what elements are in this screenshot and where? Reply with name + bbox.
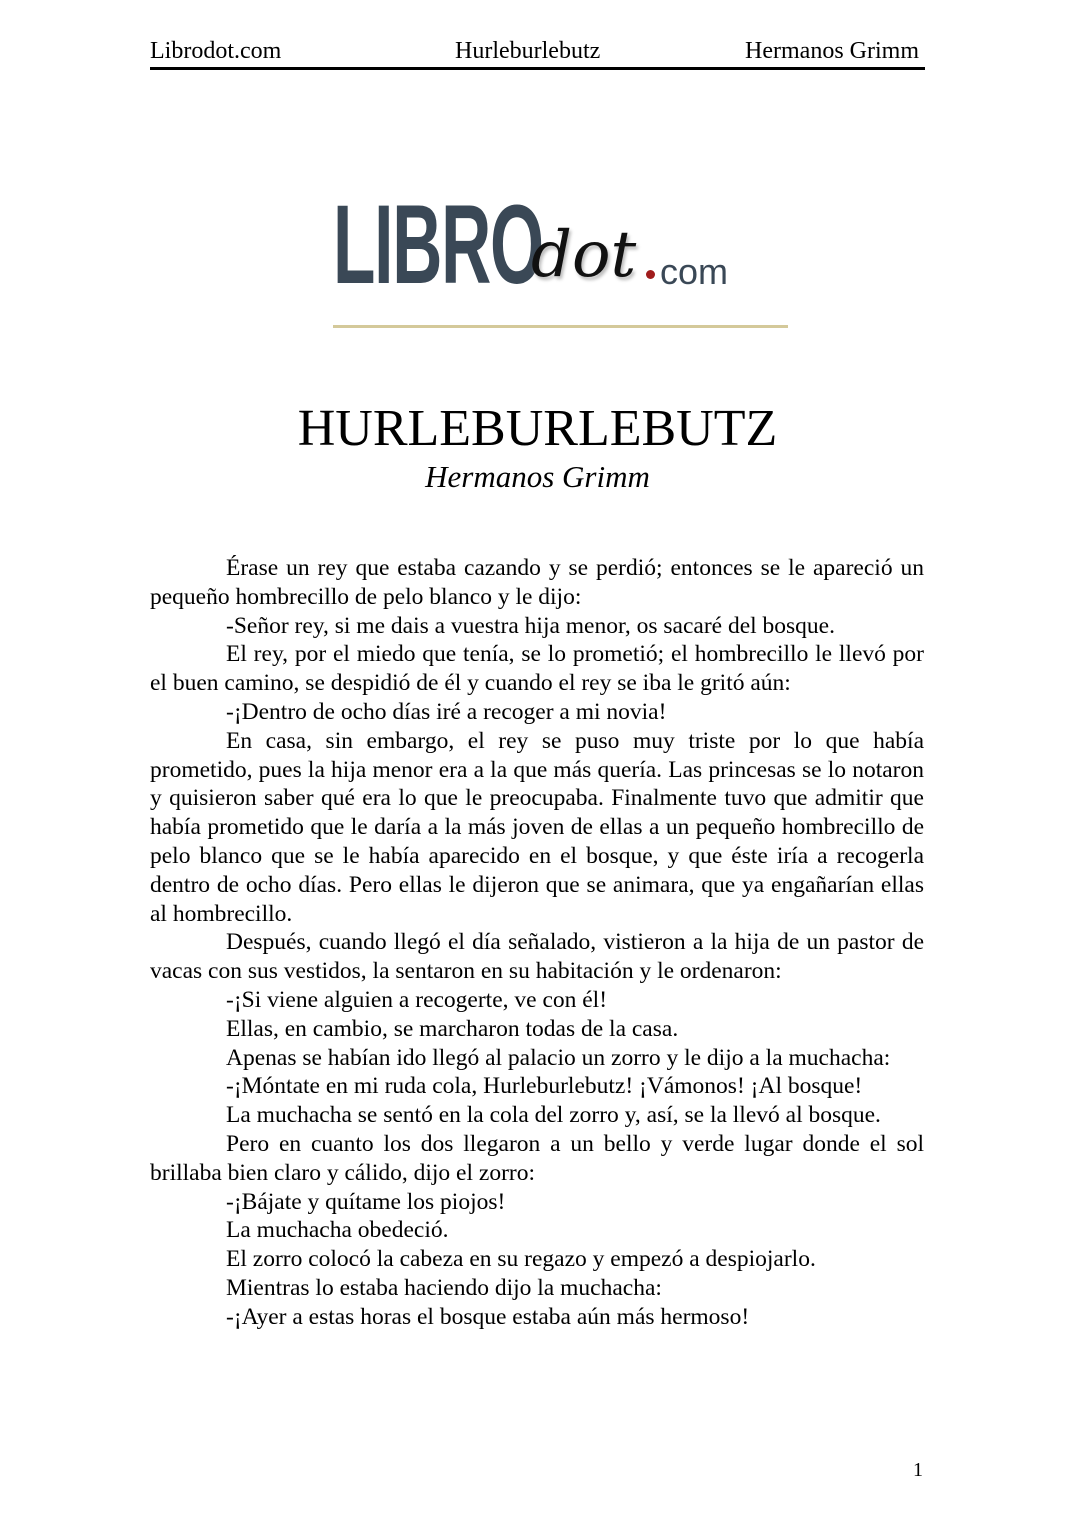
header-author: Hermanos Grimm (745, 38, 919, 64)
header-divider (150, 67, 925, 70)
paragraph: La muchacha se sentó en la cola del zorro y, así, se la llevó al bosque. (226, 1102, 881, 1129)
logo-red-dot-icon (646, 270, 655, 279)
header-story-title: Hurleburlebutz (455, 38, 601, 64)
paragraph: En casa, sin embargo, el rey se puso muy triste por lo que había prometido, pues la hija menor era a la que más quería. Las princesas se lo notaron y quisieron saber qué era lo que le preocupaba. Finalmente tuvo que admitir que había prometido que le daría a la más joven de ellas a un pequeño hombrecillo de pelo blanco que se le había aparecido en el bosque, y que éste iría a recogerla dentro de ocho días. Pero ellas le dijeron que se animara, que ya engañarían ellas al hombrecillo. (150, 727, 924, 927)
story-author: Hermanos Grimm (425, 459, 650, 494)
paragraph: Apenas se habían ido llegó al palacio un zorro y le dijo a la muchacha: (226, 1044, 891, 1071)
paragraph: -¡Si viene alguien a recogerte, ve con él! (226, 986, 608, 1013)
paragraph: El rey, por el miedo que tenía, se lo prometió; el hombrecillo le llevó por el buen camino, se despidió de él y cuando el rey se iba le gritó aún: (150, 641, 924, 697)
page-number: 1 (913, 1459, 923, 1481)
paragraph: -¡Bájate y quítame los piojos! (226, 1188, 506, 1215)
librodot-logo (333, 182, 788, 335)
paragraph: -¡Móntate en mi ruda cola, Hurleburlebutz! ¡Vámonos! ¡Al bosque! (226, 1073, 863, 1100)
paragraph: -¡Ayer a estas horas el bosque estaba aún más hermoso! (226, 1303, 750, 1330)
paragraph: Mientras lo estaba haciendo dijo la muchacha: (226, 1274, 662, 1301)
story-title: HURLEBURLEBUTZ (297, 400, 778, 457)
logo-com-text: com (660, 251, 729, 292)
paragraph: -Señor rey, si me dais a vuestra hija menor, os sacaré del bosque. (226, 612, 835, 639)
paragraph: Érase un rey que estaba cazando y se perdió; entonces se le apareció un pequeño hombrecillo de pelo blanco y le dijo: (150, 555, 924, 610)
logo-underline (333, 325, 788, 328)
running-header (150, 36, 925, 66)
header-site-name: Librodot.com (150, 38, 282, 64)
paragraph: Ellas, en cambio, se marcharon todas de la casa. (226, 1015, 679, 1042)
paragraph: -¡Dentro de ocho días iré a recoger a mi novia! (226, 698, 667, 725)
paragraph: Pero en cuanto los dos llegaron a un bello y verde lugar donde el sol brillaba bien claro y cálido, dijo el zorro: (150, 1130, 924, 1186)
logo-libro-text: LIBRO (333, 182, 543, 307)
paragraph: La muchacha obedeció. (226, 1217, 449, 1244)
story-body (150, 554, 924, 1332)
logo-dot-text: dot (531, 218, 637, 292)
paragraph: Después, cuando llegó el día señalado, vistieron a la hija de un pastor de vacas con sus vestidos, la sentaron en su habitación y le ordenaron: (150, 929, 924, 985)
paragraph: El zorro colocó la cabeza en su regazo y empezó a despiojarlo. (226, 1246, 816, 1273)
